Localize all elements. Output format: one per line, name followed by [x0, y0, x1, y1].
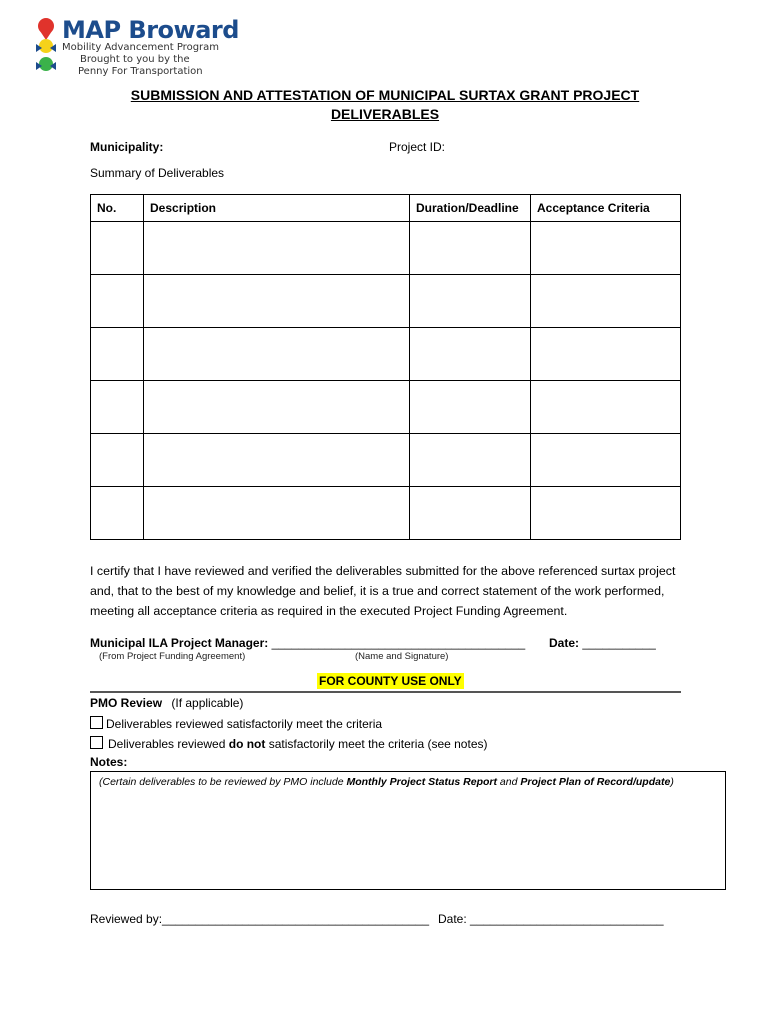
logo-tagline-1: Mobility Advancement Program	[62, 42, 220, 53]
not-meet-label-pre: Deliverables reviewed	[108, 737, 226, 751]
manager-label: Municipal ILA Project Manager:	[90, 636, 269, 650]
reviewed-by-label: Reviewed by:	[90, 912, 163, 926]
table-cell[interactable]	[410, 487, 531, 540]
title-line-1: SUBMISSION AND ATTESTATION OF MUNICIPAL SURTAX GRANT PROJECT	[130, 87, 640, 103]
document-title	[92, 86, 678, 124]
manager-signature-line	[90, 636, 525, 650]
manager-date-group	[549, 636, 656, 650]
table-cell[interactable]	[410, 328, 531, 381]
table-cell[interactable]	[91, 328, 144, 381]
table-cell[interactable]	[91, 487, 144, 540]
table-cell[interactable]	[91, 381, 144, 434]
review-date-field[interactable]: _____________________________	[470, 912, 664, 926]
not-meet-label-bold: do not	[228, 737, 266, 751]
header-acceptance-criteria: Acceptance Criteria	[531, 195, 681, 222]
section-divider	[90, 691, 681, 693]
reviewed-by-field[interactable]: ________________________________________	[162, 912, 429, 926]
table-cell[interactable]	[144, 381, 410, 434]
notes-hint	[99, 776, 674, 788]
notes-hint-mid: and	[499, 776, 518, 788]
table-cell[interactable]	[91, 222, 144, 275]
summary-heading: Summary of Deliverables	[90, 166, 225, 180]
project-id-field[interactable]	[460, 138, 680, 156]
green-light-icon	[39, 57, 53, 71]
pmo-review-title: PMO Review	[90, 696, 163, 710]
table-row	[91, 328, 681, 381]
certification-statement: I certify that I have reviewed and verified the deliverables submitted for the above referenced surtax project and, that to the best of my knowledge and belief, it is a true and correct statement of the work performed, meeting all acceptance criteria as required in the executed Project Funding Agreement.	[90, 564, 676, 618]
table-cell[interactable]	[144, 434, 410, 487]
notes-hint-pre: (Certain deliverables to be reviewed by PMO include	[99, 776, 344, 788]
header-description: Description	[144, 195, 410, 222]
deliverables-table	[90, 194, 681, 540]
table-cell[interactable]	[531, 222, 681, 275]
table-cell[interactable]	[410, 222, 531, 275]
table-header-row	[91, 195, 681, 222]
table-cell[interactable]	[410, 381, 531, 434]
name-signature-subcaption: (Name and Signature)	[355, 651, 449, 662]
not-meet-label-post: satisfactorily meet the criteria (see notes)	[268, 737, 488, 751]
manager-date-field[interactable]: ___________	[582, 636, 656, 650]
does-not-meet-checkbox[interactable]	[90, 736, 103, 749]
table-cell[interactable]	[144, 275, 410, 328]
logo-tagline-3: Penny For Transportation	[78, 66, 203, 77]
notes-label: Notes:	[90, 755, 128, 769]
reviewed-by-line	[90, 912, 429, 926]
table-row	[91, 434, 681, 487]
table-cell[interactable]	[531, 434, 681, 487]
notes-textarea[interactable]	[90, 771, 726, 890]
table-row	[91, 275, 681, 328]
table-row	[91, 487, 681, 540]
pmo-option-not-meet[interactable]	[90, 736, 487, 751]
notes-hint-post: )	[670, 776, 674, 788]
title-line-2: DELIVERABLES	[330, 106, 440, 122]
county-use-banner: FOR COUNTY USE ONLY	[319, 674, 462, 688]
table-cell[interactable]	[531, 275, 681, 328]
table-cell[interactable]	[144, 222, 410, 275]
traffic-light-icon	[32, 14, 62, 80]
logo-tagline-2: Brought to you by the	[80, 54, 190, 65]
header-duration-deadline: Duration/Deadline	[410, 195, 531, 222]
manager-date-label: Date:	[549, 636, 580, 650]
table-cell[interactable]	[531, 328, 681, 381]
project-id-label: Project ID:	[389, 140, 446, 154]
table-cell[interactable]	[91, 434, 144, 487]
table-cell[interactable]	[144, 487, 410, 540]
manager-signature-field[interactable]: ______________________________________	[271, 636, 526, 650]
review-date-label: Date:	[438, 912, 467, 926]
review-date-line	[438, 912, 664, 926]
municipality-label: Municipality:	[90, 140, 164, 154]
municipality-field[interactable]	[180, 138, 380, 156]
pmo-review-heading	[90, 696, 243, 710]
table-row	[91, 222, 681, 275]
header-no: No.	[91, 195, 144, 222]
notes-hint-bold-2: Project Plan of Record/update	[520, 776, 671, 788]
table-row	[91, 381, 681, 434]
table-cell[interactable]	[531, 487, 681, 540]
table-cell[interactable]	[410, 434, 531, 487]
map-broward-logo	[32, 14, 239, 80]
meets-criteria-checkbox[interactable]	[90, 716, 103, 729]
yellow-light-icon	[39, 39, 53, 53]
table-cell[interactable]	[531, 381, 681, 434]
agreement-subcaption: (From Project Funding Agreement)	[99, 651, 246, 662]
pmo-review-qualifier: (If applicable)	[171, 696, 244, 710]
notes-hint-bold-1: Monthly Project Status Report	[346, 776, 497, 788]
table-cell[interactable]	[410, 275, 531, 328]
logo-title: MAP Broward	[62, 16, 239, 44]
table-cell[interactable]	[91, 275, 144, 328]
meets-criteria-label: Deliverables reviewed satisfactorily meet the criteria	[106, 717, 383, 731]
pmo-option-meets[interactable]	[90, 716, 382, 731]
table-cell[interactable]	[144, 328, 410, 381]
